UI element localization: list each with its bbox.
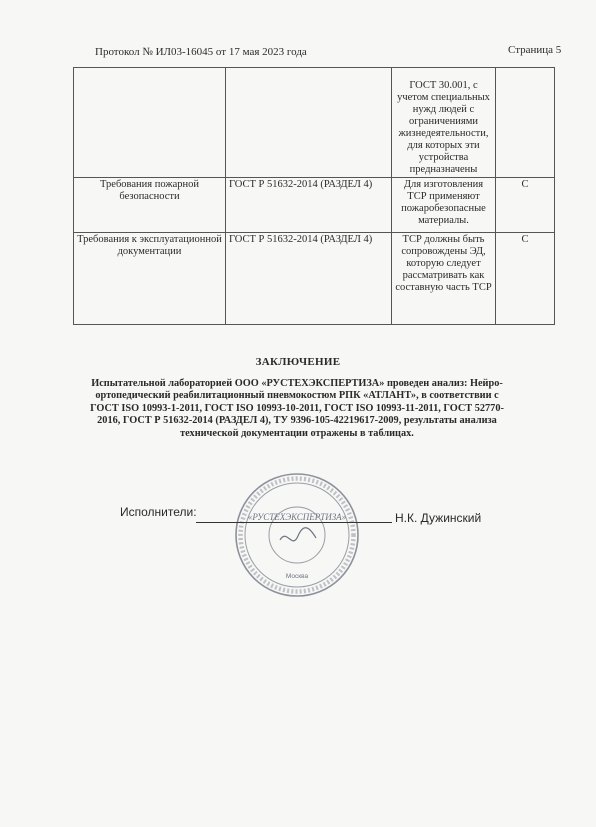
protocol-header: Протокол № ИЛ03-16045 от 17 мая 2023 года (95, 46, 307, 58)
requirements-table (73, 67, 555, 325)
document-cell: ГОСТ Р 51632-2014 (РАЗДЕЛ 4) (226, 178, 392, 233)
result-cell: ГОСТ 30.001, с учетом специальных нужд людей с ограничениями жизнедеятельности, для которых эти устройства предназначены (392, 68, 496, 178)
requirement-cell: Требования пожарной безопасности (74, 178, 226, 233)
conclusion-title: ЗАКЛЮЧЕНИЕ (255, 356, 341, 368)
conformity-cell (496, 68, 555, 178)
result-cell: Для изготовления ТСР применяют пожаробезопасные материалы. (392, 178, 496, 233)
page-number: Страница 5 (508, 44, 562, 56)
table-row (74, 233, 555, 325)
document-cell (226, 68, 392, 178)
company-seal (232, 470, 362, 600)
table-row (74, 178, 555, 233)
signature-line (196, 522, 392, 523)
conformity-cell: С (496, 178, 555, 233)
table-row (74, 68, 555, 178)
executors-label: Исполнители: (120, 505, 197, 519)
requirement-cell: Требования к эксплуатационной документации (74, 233, 226, 325)
executor-name: Н.К. Дужинский (395, 511, 482, 525)
conclusion-text: Испытательной лабораторией ООО «РУСТЕХЭКСПЕРТИЗА» проведен анализ: Нейро-ортопедический реабилитационный пневмокостюм РПК «АТЛАНТ», в соответствии с ГОСТ ISO 10993-1-2011, ГОСТ ISO 10993-10-2011, ГОСТ ISO 10993-11-2011, ГОСТ 52770-2016, ГОСТ Р 51632-2014 (РАЗДЕЛ 4), ТУ 9396-105-42219617-2009, результаты анализа технической документации отражены в таблицах. (90, 378, 504, 439)
requirement-cell (74, 68, 226, 178)
seal-bottom-text: Москва (285, 573, 309, 580)
document-cell: ГОСТ Р 51632-2014 (РАЗДЕЛ 4) (226, 233, 392, 325)
result-cell: ТСР должны быть сопровождены ЭД, которую следует рассматривать как составную часть ТСР (392, 233, 496, 325)
conformity-cell: С (496, 233, 555, 325)
seal-center-text: «РУСТЕХЭКСПЕРТИЗА» (247, 512, 347, 522)
